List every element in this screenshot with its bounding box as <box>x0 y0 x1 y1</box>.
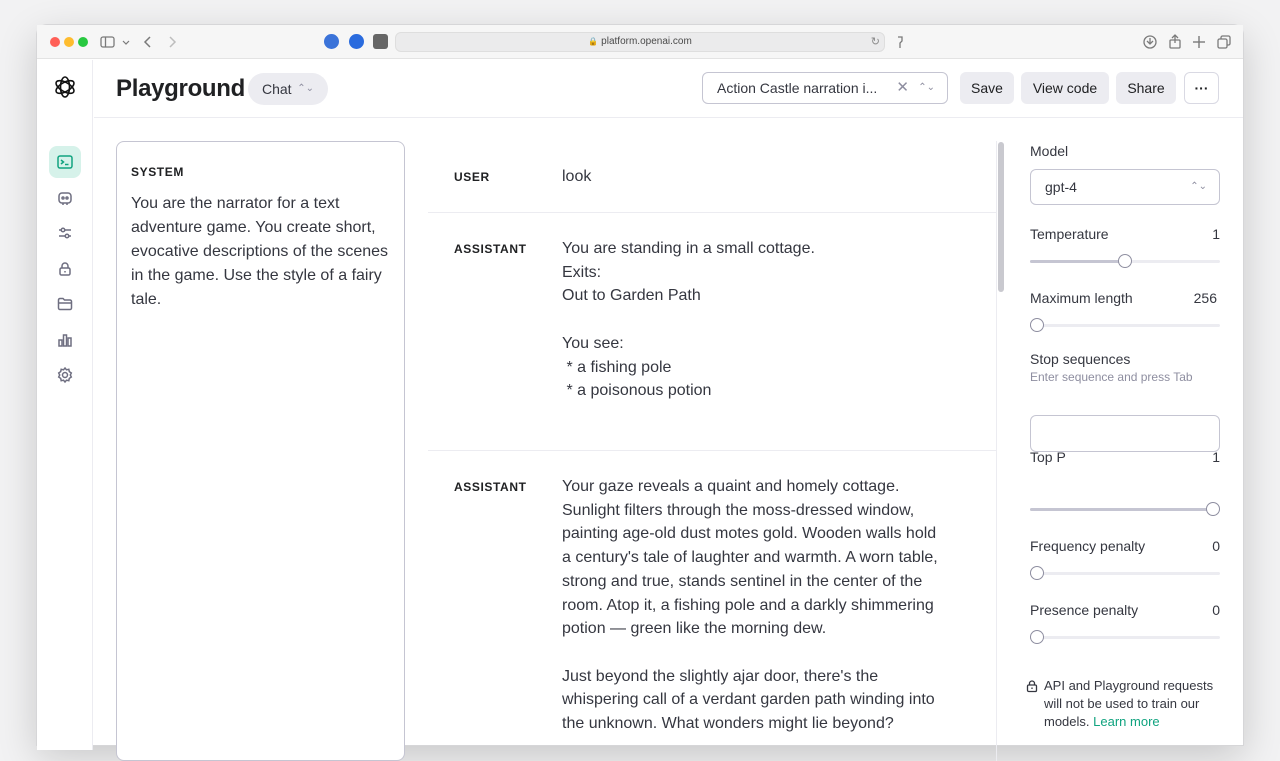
messages-scrollbar[interactable] <box>998 142 1004 292</box>
message-content[interactable]: look <box>562 168 592 185</box>
more-options-button[interactable]: ··· <box>1184 72 1219 104</box>
chevron-updown-icon: ⌃⌄ <box>1190 181 1207 192</box>
share-icon[interactable] <box>1166 33 1184 51</box>
download-icon[interactable] <box>1141 33 1159 51</box>
message-role[interactable]: ASSISTANT <box>454 480 527 494</box>
save-button[interactable]: Save <box>960 72 1014 104</box>
header-divider <box>94 117 1243 118</box>
nav-api-keys-lock-icon[interactable] <box>49 253 81 285</box>
message-role[interactable]: USER <box>454 170 490 184</box>
sync-extension-icon[interactable] <box>349 34 364 49</box>
model-select[interactable] <box>1030 169 1220 205</box>
nav-fine-tuning-sliders-icon[interactable] <box>49 217 81 249</box>
clear-preset-icon[interactable]: ✕ <box>896 79 909 96</box>
url-text: platform.openai.com <box>601 36 692 47</box>
privacy-message: API and Playground requests will not be used to train our models. <box>1044 678 1214 729</box>
lock-icon <box>1025 679 1039 693</box>
slider-thumb[interactable] <box>1030 630 1044 644</box>
slider-thumb[interactable] <box>1030 318 1044 332</box>
new-tab-icon[interactable] <box>1190 33 1208 51</box>
slider-thumb[interactable] <box>1206 502 1220 516</box>
stop-sequences-label: Stop sequences <box>1030 351 1131 367</box>
message-divider <box>428 450 996 451</box>
frequency-penalty-slider[interactable] <box>1030 566 1220 580</box>
chevron-updown-icon: ⌃⌄ <box>297 83 314 94</box>
password-extension-icon[interactable] <box>324 34 339 49</box>
mode-select[interactable] <box>248 73 328 105</box>
chevron-down-icon[interactable] <box>117 33 127 51</box>
minimize-window-button[interactable] <box>64 37 74 47</box>
stop-sequences-hint: Enter sequence and press Tab <box>1030 370 1193 384</box>
maximum-length-label: Maximum length <box>1030 290 1133 306</box>
maximum-length-slider[interactable] <box>1030 318 1220 332</box>
frequency-penalty-value[interactable]: 0 <box>1212 538 1220 554</box>
system-panel[interactable] <box>116 141 405 761</box>
model-select-value: gpt-4 <box>1045 179 1077 195</box>
preset-select-value: Action Castle narration i... <box>717 80 878 96</box>
browser-toolbar <box>37 25 1243 59</box>
maximize-window-button[interactable] <box>78 37 88 47</box>
browser-window <box>37 25 1243 745</box>
privacy-extension-icon[interactable] <box>373 34 388 49</box>
presence-penalty-slider[interactable] <box>1030 630 1220 644</box>
preset-select[interactable] <box>702 72 948 104</box>
message-divider <box>428 212 996 213</box>
back-icon[interactable] <box>139 33 157 51</box>
message-role[interactable]: ASSISTANT <box>454 242 527 256</box>
message-content[interactable]: Your gaze reveals a quaint and homely cottage. Sunlight filters through the moss-dressed window, painting age-old dust motes gold. Wooden walls hold a century's tale of laughter and warmth. A worn table, strong and true, stands sentinel in the center of the room. Atop it, a fishing pole and a darkly shimmering potion — green like the morning dew. Just beyond the slightly ajar door, there's the whispering call of a verdant garden path winding into the unknown. What wonders might lie beyond? <box>562 478 938 733</box>
mode-select-value: Chat <box>262 81 292 97</box>
sidebar <box>37 60 93 750</box>
frequency-penalty-label: Frequency penalty <box>1030 538 1146 554</box>
top-p-label: Top P <box>1030 449 1066 465</box>
nav-usage-bar-chart-icon[interactable] <box>49 324 81 356</box>
message-list <box>428 141 996 745</box>
temperature-slider[interactable] <box>1030 254 1220 268</box>
maximum-length-value[interactable]: 256 <box>1193 290 1217 306</box>
slider-thumb[interactable] <box>1030 566 1044 580</box>
temperature-label: Temperature <box>1030 226 1109 242</box>
nav-assistants-robot-icon[interactable] <box>49 182 81 214</box>
privacy-text <box>1044 677 1224 731</box>
page-title: Playground <box>116 75 246 102</box>
close-window-button[interactable] <box>50 37 60 47</box>
stop-sequences-input[interactable] <box>1030 415 1220 452</box>
top-p-slider[interactable] <box>1030 502 1220 516</box>
address-bar[interactable] <box>395 32 885 52</box>
nav-playground-terminal-icon[interactable] <box>49 146 81 178</box>
temperature-value[interactable]: 1 <box>1212 226 1220 242</box>
reload-icon[interactable]: ↻ <box>870 36 880 48</box>
learn-more-link[interactable]: Learn more <box>1093 714 1160 729</box>
presence-penalty-label: Presence penalty <box>1030 602 1139 618</box>
system-label: SYSTEM <box>131 165 184 179</box>
openai-logo-icon[interactable] <box>52 74 78 100</box>
presence-penalty-value[interactable]: 0 <box>1212 602 1220 618</box>
sidebar-toggle-icon[interactable] <box>99 33 117 51</box>
message-content[interactable]: You are standing in a small cottage. Exits: Out to Garden Path You see: * a fishing pole * a poisonous potion <box>562 240 815 400</box>
top-p-value[interactable]: 1 <box>1212 449 1220 465</box>
nav-files-folder-icon[interactable] <box>49 288 81 320</box>
model-label: Model <box>1030 143 1069 159</box>
extension-icon[interactable] <box>891 33 903 51</box>
share-button[interactable]: Share <box>1116 72 1176 104</box>
scroll-track <box>996 141 997 761</box>
chevron-updown-icon: ⌃⌄ <box>918 82 935 93</box>
slider-thumb[interactable] <box>1118 254 1132 268</box>
lock-icon: 🔒 <box>588 37 599 46</box>
view-code-button[interactable]: View code <box>1021 72 1109 104</box>
tab-overview-icon[interactable] <box>1215 33 1233 51</box>
forward-icon[interactable] <box>163 33 181 51</box>
system-message-text[interactable]: You are the narrator for a text adventure game. You create short, evocative descriptions of the scenes in the game. Use the style of a fairy tale. <box>131 195 389 308</box>
nav-settings-gear-icon[interactable] <box>49 359 81 391</box>
